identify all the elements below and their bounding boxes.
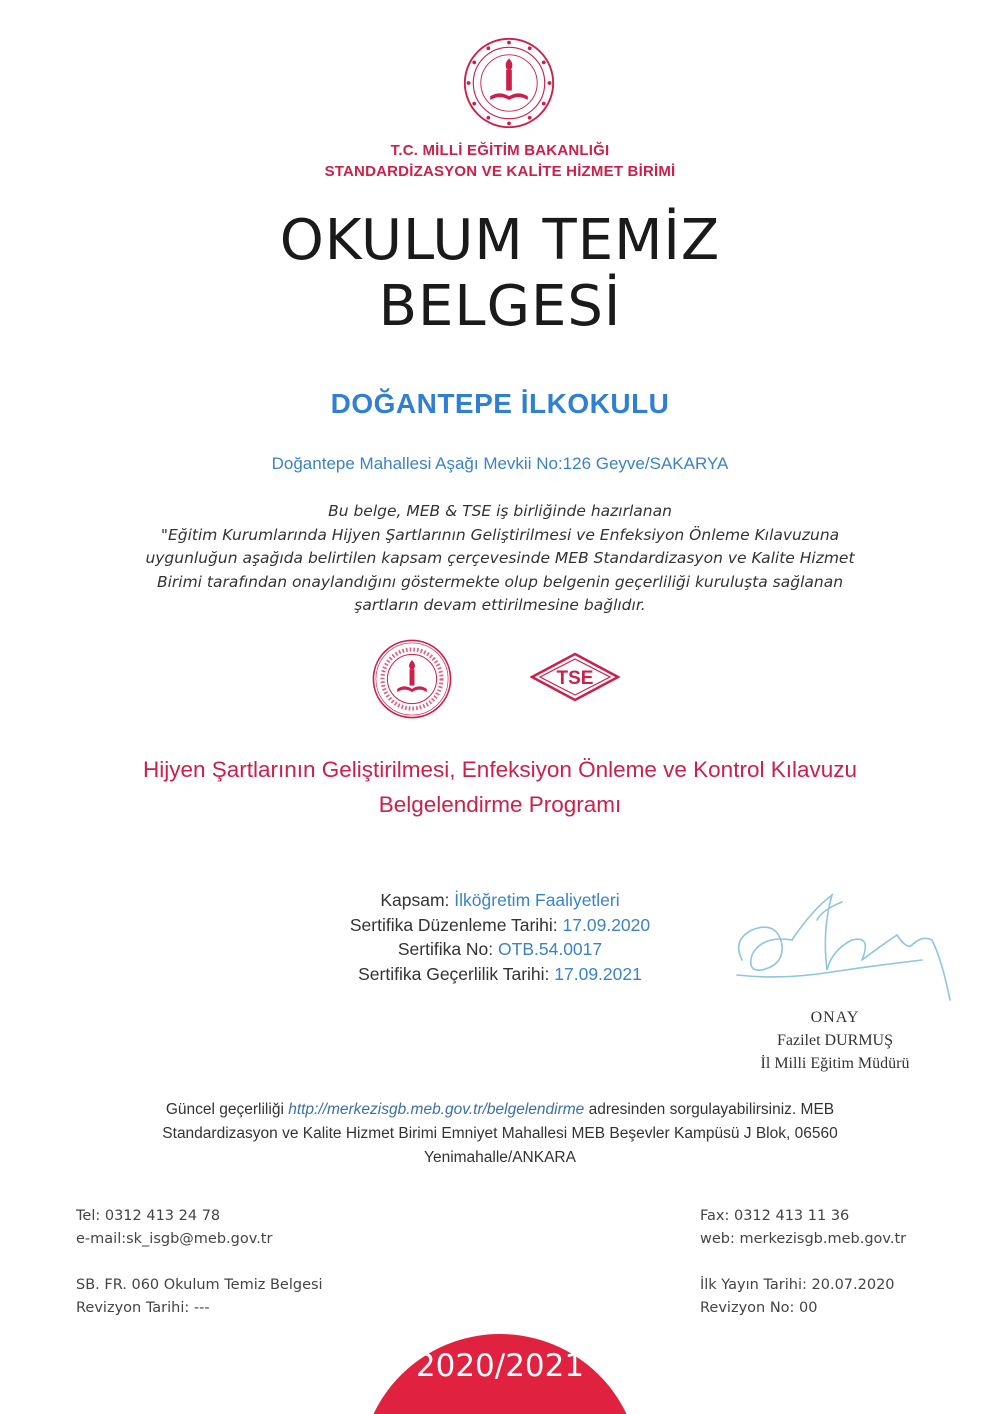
- validity-date-label: Sertifika Geçerlilik Tarihi:: [358, 963, 550, 984]
- meb-seal-logo: [371, 638, 453, 720]
- approver-title: İl Milli Eğitim Müdürü: [760, 1055, 910, 1072]
- validity-note: [70, 1098, 930, 1170]
- issue-date-value: 17.09.2020: [562, 914, 651, 935]
- first-publish-date: İlk Yayın Tarihi: 20.07.2020: [700, 1277, 895, 1293]
- approver-name: Fazilet DURMUŞ: [777, 1032, 893, 1049]
- validity-line3: Yenimahalle/ANKARA: [424, 1149, 576, 1166]
- document-info-left: [76, 1274, 323, 1320]
- statement-line: uygunluğun aşağıda belirtilen kapsam çerçevesinde MEB Standardizasyon ve Kalite Hizmet: [145, 549, 855, 567]
- fax-number: Fax: 0312 413 11 36: [700, 1208, 850, 1224]
- statement-line: şartların devam ettirilmesine bağlıdır.: [354, 596, 646, 614]
- form-code: SB. FR. 060 Okulum Temiz Belgesi: [76, 1277, 323, 1293]
- revision-date: Revizyon Tarihi: ---: [76, 1300, 210, 1316]
- phone-number: Tel: 0312 413 24 78: [76, 1208, 221, 1224]
- year-badge: [360, 1334, 640, 1414]
- program-title: [0, 752, 1000, 822]
- validity-suffix: adresinden sorgulayabilirsiniz. MEB: [588, 1101, 835, 1118]
- contact-left: [76, 1205, 272, 1251]
- validity-prefix: Güncel geçerliliği: [165, 1101, 284, 1118]
- certificate-statement: [120, 500, 880, 618]
- scope-label: Kapsam:: [380, 890, 450, 910]
- ministry-header: [0, 140, 1000, 182]
- website-address: web: merkezisgb.meb.gov.tr: [700, 1231, 907, 1247]
- approval-label: ONAY: [810, 1009, 860, 1026]
- issue-date-label: Sertifika Düzenleme Tarihi:: [349, 914, 558, 935]
- certificate-title-line1: OKULUM TEMİZ: [279, 208, 721, 273]
- document-info-right: [700, 1274, 895, 1320]
- validity-line2: Standardizasyon ve Kalite Hizmet Birimi Emniyet Mahallesi MEB Beşevler Kampüsü J Blok, 06560: [162, 1125, 838, 1142]
- tse-logo-text: TSE: [556, 668, 594, 689]
- ministry-name: T.C. MİLLİ EĞİTİM BAKANLIĞI: [390, 142, 610, 159]
- certificate-title: [0, 208, 1000, 340]
- validity-line1: [70, 1098, 930, 1122]
- scope-value: İlköğretim Faaliyetleri: [454, 890, 620, 910]
- statement-line: "Eğitim Kurumlarında Hijyen Şartlarının Geliştirilmesi ve Enfeksiyon Önleme Kılavuzuna: [160, 525, 840, 544]
- validity-date-value: 17.09.2021: [554, 963, 642, 984]
- verification-link[interactable]: http://merkezisgb.meb.gov.tr/belgelendirme: [288, 1101, 585, 1118]
- contact-right: [700, 1205, 906, 1251]
- school-name: DOĞANTEPE İLKOKULU: [330, 388, 670, 419]
- meb-emblem-logo: [462, 36, 556, 130]
- approval-block: [735, 1006, 935, 1075]
- program-title-line2: Belgelendirme Programı: [378, 792, 622, 817]
- email-address: e-mail:sk_isgb@meb.gov.tr: [76, 1231, 273, 1247]
- certificate-number-value: OTB.54.0017: [498, 939, 603, 959]
- certificate-title-line2: BELGESİ: [378, 274, 622, 339]
- program-title-line1: Hijyen Şartlarının Geliştirilmesi, Enfeksiyon Önleme ve Kontrol Kılavuzu: [142, 757, 858, 782]
- school-address: Doğantepe Mahallesi Aşağı Mevkii No:126 Geyve/SAKARYA: [271, 454, 729, 473]
- revision-number: Revizyon No: 00: [700, 1300, 818, 1316]
- statement-line: Birimi tarafından onaylandığını göstermekte olup belgenin geçerliliği kuruluşta sağlanan: [156, 572, 844, 591]
- certificate-number-label: Sertifika No:: [397, 939, 494, 959]
- signature-image: [722, 890, 954, 1010]
- year-badge-text: 2020/2021: [415, 1348, 585, 1384]
- tse-logo: [530, 652, 620, 702]
- ministry-unit: STANDARDİZASYON VE KALİTE HİZMET BİRİMİ: [324, 163, 676, 180]
- statement-line: Bu belge, MEB & TSE iş birliğinde hazırlanan: [328, 502, 672, 520]
